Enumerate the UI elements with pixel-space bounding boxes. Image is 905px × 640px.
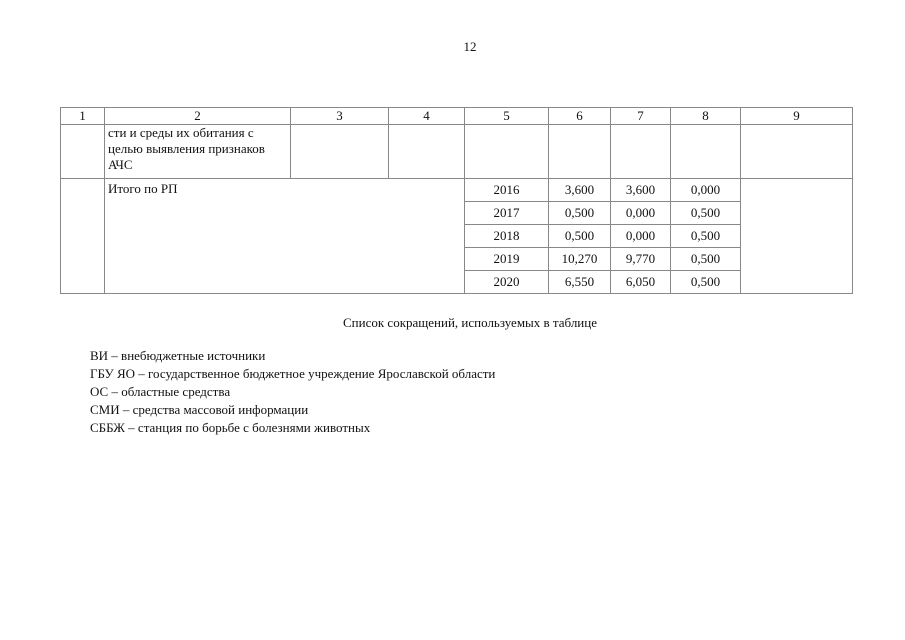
abbreviations-list (90, 347, 495, 437)
col-header: 8 (671, 108, 741, 125)
value-cell: 0,500 (671, 202, 741, 225)
abbreviations-caption: Список сокращений, используемых в таблице (343, 315, 597, 330)
col-header: 9 (741, 108, 853, 125)
value-cell: 0,500 (671, 271, 741, 294)
continued-text: сти и среды их обитания с целью выявления признаков АЧС (105, 125, 291, 179)
col-header: 1 (61, 108, 105, 125)
year-cell: 2020 (465, 271, 549, 294)
value-cell: 0,500 (549, 225, 611, 248)
value-cell: 10,270 (549, 248, 611, 271)
value-cell: 6,050 (611, 271, 671, 294)
value-cell: 6,550 (549, 271, 611, 294)
col-header: 4 (389, 108, 465, 125)
col-header: 2 (105, 108, 291, 125)
value-cell: 0,500 (671, 248, 741, 271)
total-label: Итого по РП (105, 179, 465, 294)
year-cell: 2019 (465, 248, 549, 271)
year-cell: 2017 (465, 202, 549, 225)
value-cell: 0,000 (611, 202, 671, 225)
value-cell: 3,600 (611, 179, 671, 202)
value-cell: 0,500 (549, 202, 611, 225)
header-row (61, 108, 853, 125)
page-number: 12 (463, 39, 477, 54)
col-header: 6 (549, 108, 611, 125)
funding-table (60, 107, 853, 294)
col-header: 5 (465, 108, 549, 125)
value-cell: 0,500 (671, 225, 741, 248)
year-cell: 2016 (465, 179, 549, 202)
value-cell: 0,000 (611, 225, 671, 248)
abbreviation-item: СМИ – средства массовой информации (90, 402, 309, 417)
col-header: 3 (291, 108, 389, 125)
abbreviation-item: СББЖ – станция по борьбе с болезнями животных (90, 420, 371, 435)
col-header: 7 (611, 108, 671, 125)
abbreviation-item: ВИ – внебюджетные источники (90, 348, 266, 363)
value-cell: 3,600 (549, 179, 611, 202)
year-cell: 2018 (465, 225, 549, 248)
value-cell: 9,770 (611, 248, 671, 271)
abbreviation-item: ОС – областные средства (90, 384, 231, 399)
abbreviation-item: ГБУ ЯО – государственное бюджетное учреждение Ярославской области (90, 366, 496, 381)
value-cell: 0,000 (671, 179, 741, 202)
table-row (61, 125, 853, 179)
table-row (61, 179, 853, 202)
